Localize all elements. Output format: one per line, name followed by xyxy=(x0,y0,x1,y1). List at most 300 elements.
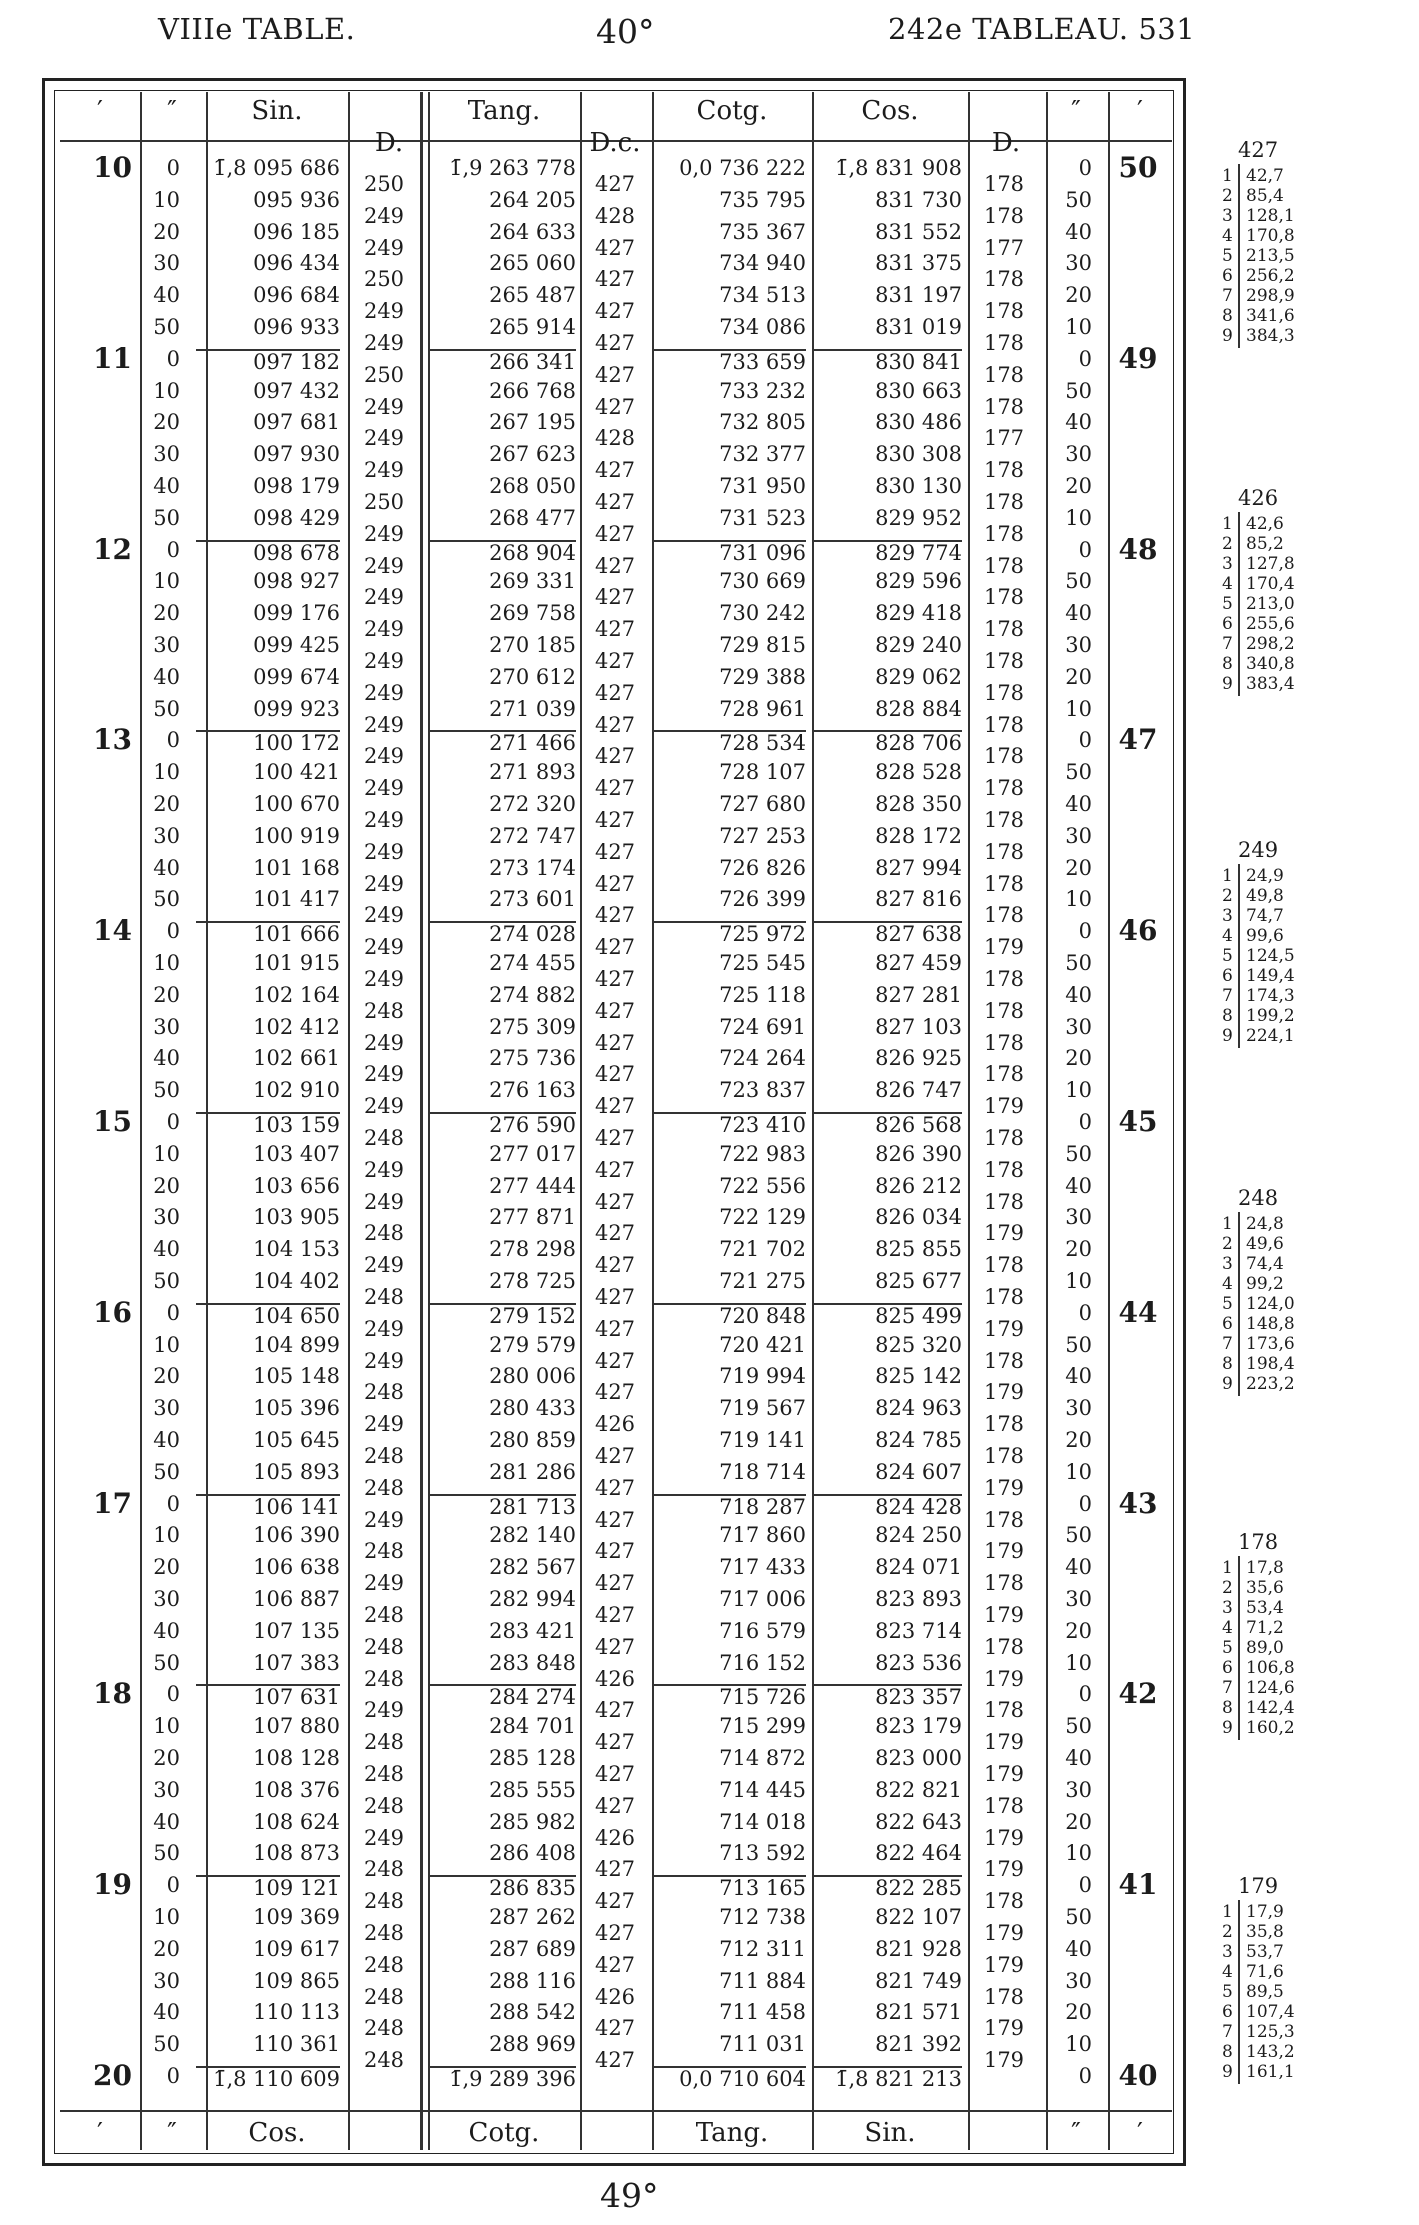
tang-cell: 288 969 xyxy=(489,2032,576,2057)
second-cell: 10 xyxy=(153,1141,180,1166)
cos-diff-cell: 177 xyxy=(983,235,1025,260)
sin-diff-cell: 249 xyxy=(363,903,405,928)
sin-diff-cell: 249 xyxy=(363,203,405,228)
sin-cell: 106 141 xyxy=(196,1494,340,1518)
second-cell: 20 xyxy=(153,1555,180,1580)
sin-cell: 107 383 xyxy=(253,1650,340,1675)
common-diff-cell: 427 xyxy=(594,1698,636,1723)
proportional-parts-index: 2 xyxy=(1222,186,1233,206)
second-cell: 0 xyxy=(166,919,180,944)
minute-right-cell: 50 xyxy=(1118,151,1158,184)
cotg-cell: 714 018 xyxy=(719,1809,806,1834)
cotg-cell: 720 421 xyxy=(719,1332,806,1357)
cos-cell: 822 464 xyxy=(875,1841,962,1866)
cotg-cell: 718 287 xyxy=(654,1494,806,1518)
tang-cell: 266 341 xyxy=(430,349,576,373)
cos-diff-cell: 178 xyxy=(983,1412,1025,1437)
cos-diff-cell: 178 xyxy=(983,871,1025,896)
common-diff-cell: 427 xyxy=(594,299,636,324)
second-right-cell: 40 xyxy=(1065,1173,1092,1198)
cos-cell: 822 643 xyxy=(875,1809,962,1834)
col-header-cotg: Cotg. xyxy=(696,96,768,126)
cos-diff-cell: 178 xyxy=(983,1571,1025,1596)
common-diff-cell: 427 xyxy=(594,2048,636,2073)
sin-diff-cell: 250 xyxy=(363,172,405,196)
common-diff-cell: 426 xyxy=(594,1825,636,1850)
proportional-parts-index: 4 xyxy=(1222,226,1233,246)
minute-cell: 20 xyxy=(93,2059,132,2092)
col-header-sin: Sin. xyxy=(251,96,303,126)
sin-diff-cell: 249 xyxy=(363,1062,405,1087)
proportional-parts-value: 383,4 xyxy=(1246,674,1295,694)
tang-cell: 286 408 xyxy=(489,1841,576,1866)
cotg-cell: 717 006 xyxy=(719,1587,806,1611)
tang-cell: 280 006 xyxy=(489,1364,576,1389)
second-right-cell: 50 xyxy=(1065,1905,1092,1929)
common-diff-cell: 426 xyxy=(594,1412,636,1437)
col-header-tang: Tang. xyxy=(467,96,541,126)
proportional-parts-value: 85,2 xyxy=(1246,534,1284,554)
sin-cell: 109 121 xyxy=(196,1875,340,1899)
second-cell: 20 xyxy=(153,219,180,244)
proportional-parts-rule xyxy=(1238,1900,1240,2084)
proportional-parts-title: 427 xyxy=(1238,138,1279,162)
second-cell: 40 xyxy=(153,1046,180,1071)
proportional-parts-value: 42,6 xyxy=(1246,514,1284,534)
tang-cell: 284 274 xyxy=(430,1684,576,1708)
second-right-cell: 0 xyxy=(1078,728,1092,753)
cos-diff-cell: 178 xyxy=(983,967,1025,991)
proportional-parts-value: 24,8 xyxy=(1246,1214,1284,1234)
second-cell: 0 xyxy=(166,156,180,180)
tang-cell: 285 982 xyxy=(489,1809,576,1834)
sin-cell: 108 376 xyxy=(253,1777,340,1802)
cotg-cell: 733 232 xyxy=(719,378,806,403)
cotg-cell: 719 141 xyxy=(719,1428,806,1452)
tang-cell: 277 871 xyxy=(489,1205,576,1230)
cos-cell: 829 952 xyxy=(875,505,962,530)
common-diff-cell: 427 xyxy=(594,1952,636,1977)
second-right-cell: 40 xyxy=(1065,1364,1092,1389)
second-right-cell: 20 xyxy=(1065,855,1092,880)
second-cell: 10 xyxy=(153,1523,180,1548)
proportional-parts-title: 426 xyxy=(1238,486,1279,510)
second-cell: 10 xyxy=(153,760,180,785)
cos-cell: 828 528 xyxy=(875,760,962,785)
second-cell: 10 xyxy=(153,378,180,403)
sin-diff-cell: 249 xyxy=(363,1253,405,1278)
sin-diff-cell: 249 xyxy=(363,1348,405,1373)
proportional-parts-index: 8 xyxy=(1222,654,1233,674)
cos-diff-cell: 178 xyxy=(983,839,1025,864)
second-cell: 0 xyxy=(166,1873,180,1898)
sin-cell: 099 923 xyxy=(253,696,340,721)
sin-cell: 102 910 xyxy=(253,1078,340,1103)
column-rule xyxy=(348,92,350,2150)
sin-cell: 096 185 xyxy=(253,219,340,244)
sin-cell: 098 179 xyxy=(253,474,340,498)
second-right-cell: 10 xyxy=(1065,505,1092,530)
common-diff-cell: 427 xyxy=(594,935,636,960)
second-right-cell: 40 xyxy=(1065,1555,1092,1580)
cotg-cell: 725 545 xyxy=(719,951,806,975)
second-right-cell: 40 xyxy=(1065,410,1092,435)
sin-cell: 099 674 xyxy=(253,664,340,689)
second-cell: 20 xyxy=(153,601,180,626)
cos-diff-cell: 178 xyxy=(983,1793,1025,1818)
common-diff-cell: 427 xyxy=(594,331,636,355)
sin-diff-cell: 249 xyxy=(363,776,405,801)
sin-diff-cell: 249 xyxy=(363,1571,405,1596)
col-footer-second: ″ xyxy=(167,2118,177,2148)
sin-cell: 103 656 xyxy=(253,1173,340,1198)
proportional-parts-index: 6 xyxy=(1222,966,1233,986)
second-right-cell: 30 xyxy=(1065,1396,1092,1421)
proportional-parts-value: 142,4 xyxy=(1246,1698,1295,1718)
common-diff-cell: 427 xyxy=(594,967,636,991)
second-right-cell: 30 xyxy=(1065,442,1092,467)
tang-cell: 275 736 xyxy=(489,1046,576,1071)
proportional-parts-value: 71,6 xyxy=(1246,1962,1284,1982)
proportional-parts-value: 49,6 xyxy=(1246,1234,1284,1254)
proportional-parts-value: 127,8 xyxy=(1246,554,1295,574)
cos-cell: 824 963 xyxy=(875,1396,962,1421)
cos-cell: 831 375 xyxy=(875,251,962,276)
second-right-cell: 30 xyxy=(1065,1777,1092,1802)
cos-diff-cell: 178 xyxy=(983,1126,1025,1150)
proportional-parts-index: 1 xyxy=(1222,866,1233,886)
sin-cell: 106 638 xyxy=(253,1555,340,1580)
cos-cell: 823 000 xyxy=(875,1746,962,1770)
second-right-cell: 30 xyxy=(1065,633,1092,657)
cos-cell: 830 308 xyxy=(875,442,962,467)
second-right-cell: 30 xyxy=(1065,823,1092,848)
second-cell: 40 xyxy=(153,664,180,689)
sin-cell: 098 678 xyxy=(196,540,340,564)
cotg-cell: 711 458 xyxy=(719,2000,806,2025)
sin-cell: 095 936 xyxy=(253,187,340,212)
cotg-cell: 715 726 xyxy=(654,1684,806,1708)
sin-diff-cell: 249 xyxy=(363,1507,405,1532)
cos-cell: 1̄,8 821 213 xyxy=(814,2066,962,2090)
tang-cell: 274 882 xyxy=(489,982,576,1007)
second-right-cell: 0 xyxy=(1078,2064,1092,2088)
second-cell: 0 xyxy=(166,728,180,753)
sin-cell: 107 880 xyxy=(253,1714,340,1739)
sin-diff-cell: 248 xyxy=(363,1666,405,1691)
cotg-cell: 719 994 xyxy=(719,1364,806,1389)
proportional-parts-title: 249 xyxy=(1238,838,1279,862)
col-header-d2: D. xyxy=(991,128,1021,158)
second-cell: 50 xyxy=(153,315,180,339)
cos-diff-cell: 178 xyxy=(983,1507,1025,1532)
tang-cell: 287 689 xyxy=(489,1936,576,1961)
tang-cell: 268 050 xyxy=(489,474,576,498)
second-cell: 20 xyxy=(153,1936,180,1961)
sin-cell: 101 417 xyxy=(253,887,340,912)
common-diff-cell: 427 xyxy=(594,998,636,1023)
tang-cell: 283 848 xyxy=(489,1650,576,1675)
cos-cell: 825 142 xyxy=(875,1364,962,1389)
proportional-parts-value: 161,1 xyxy=(1246,2062,1295,2082)
proportional-parts-value: 35,8 xyxy=(1246,1922,1284,1942)
common-diff-cell: 427 xyxy=(594,553,636,578)
cos-diff-cell: 178 xyxy=(983,1253,1025,1278)
cotg-cell: 735 367 xyxy=(719,219,806,244)
cos-diff-cell: 178 xyxy=(983,1889,1025,1914)
common-diff-cell: 427 xyxy=(594,1571,636,1596)
cotg-cell: 721 275 xyxy=(719,1269,806,1293)
col-header-cos: Cos. xyxy=(861,96,919,126)
second-cell: 20 xyxy=(153,792,180,816)
sin-diff-cell: 248 xyxy=(363,1952,405,1977)
cos-diff-cell: 179 xyxy=(983,1666,1025,1691)
cotg-cell: 711 884 xyxy=(719,1968,806,1993)
proportional-parts-value: 42,7 xyxy=(1246,166,1284,186)
cos-cell: 825 855 xyxy=(875,1237,962,1262)
cos-cell: 823 179 xyxy=(875,1714,962,1739)
second-cell: 0 xyxy=(166,346,180,371)
footer-rule xyxy=(60,2110,1172,2112)
common-diff-cell: 427 xyxy=(594,903,636,928)
second-right-cell: 20 xyxy=(1065,1237,1092,1262)
tang-cell: 268 477 xyxy=(489,505,576,530)
cos-diff-cell: 178 xyxy=(983,394,1025,419)
second-right-cell: 0 xyxy=(1078,1682,1092,1707)
sin-cell: 097 182 xyxy=(196,349,340,373)
second-cell: 0 xyxy=(166,2064,180,2088)
proportional-parts-index: 7 xyxy=(1222,1678,1233,1698)
proportional-parts-index: 7 xyxy=(1222,986,1233,1006)
cos-cell: 824 250 xyxy=(875,1523,962,1548)
second-right-cell: 30 xyxy=(1065,1968,1092,1993)
second-right-cell: 20 xyxy=(1065,1809,1092,1834)
tang-cell: 270 185 xyxy=(489,633,576,657)
second-cell: 20 xyxy=(153,1173,180,1198)
second-cell: 40 xyxy=(153,1428,180,1452)
tang-cell: 264 633 xyxy=(489,219,576,244)
tang-cell: 265 914 xyxy=(489,315,576,339)
sin-diff-cell: 249 xyxy=(363,1189,405,1214)
tang-cell: 280 433 xyxy=(489,1396,576,1421)
proportional-parts-value: 213,5 xyxy=(1246,246,1295,266)
proportional-parts-value: 85,4 xyxy=(1246,186,1284,206)
tang-cell: 287 262 xyxy=(489,1905,576,1929)
page-footer-degree: 49° xyxy=(600,2176,659,2215)
sin-diff-cell: 248 xyxy=(363,998,405,1023)
cos-diff-cell: 179 xyxy=(983,1316,1025,1341)
cos-diff-cell: 178 xyxy=(983,712,1025,737)
proportional-parts-index: 2 xyxy=(1222,886,1233,906)
proportional-parts-value: 53,7 xyxy=(1246,1942,1284,1962)
proportional-parts-value: 125,3 xyxy=(1246,2022,1295,2042)
sin-cell: 099 176 xyxy=(253,601,340,626)
tang-cell: 283 421 xyxy=(489,1618,576,1643)
cos-cell: 826 212 xyxy=(875,1173,962,1198)
sin-diff-cell: 249 xyxy=(363,331,405,355)
tang-cell: 268 904 xyxy=(430,540,576,564)
sin-diff-cell: 249 xyxy=(363,839,405,864)
proportional-parts-index: 8 xyxy=(1222,1698,1233,1718)
proportional-parts-title: 178 xyxy=(1238,1530,1279,1554)
proportional-parts-index: 4 xyxy=(1222,1274,1233,1294)
proportional-parts-value: 170,8 xyxy=(1246,226,1295,246)
common-diff-cell: 427 xyxy=(594,1062,636,1087)
proportional-parts-value: 17,8 xyxy=(1246,1558,1284,1578)
proportional-parts-value: 256,2 xyxy=(1246,266,1295,286)
common-diff-cell: 427 xyxy=(594,585,636,610)
second-cell: 30 xyxy=(153,1205,180,1230)
sin-cell: 104 899 xyxy=(253,1332,340,1357)
second-cell: 50 xyxy=(153,2032,180,2057)
minute-right-cell: 44 xyxy=(1118,1295,1158,1329)
common-diff-cell: 427 xyxy=(594,235,636,260)
proportional-parts-index: 7 xyxy=(1222,634,1233,654)
minute-right-cell: 45 xyxy=(1118,1105,1158,1138)
proportional-parts-index: 9 xyxy=(1222,1718,1233,1738)
proportional-parts-value: 298,9 xyxy=(1246,286,1295,306)
cos-cell: 822 821 xyxy=(875,1777,962,1802)
cos-cell: 824 785 xyxy=(875,1428,962,1452)
sin-diff-cell: 249 xyxy=(363,1412,405,1437)
common-diff-cell: 427 xyxy=(594,776,636,801)
sin-cell: 104 650 xyxy=(196,1303,340,1327)
tang-cell: 279 579 xyxy=(489,1332,576,1357)
cos-diff-cell: 178 xyxy=(983,362,1025,387)
tang-cell: 267 623 xyxy=(489,442,576,467)
common-diff-cell: 427 xyxy=(594,362,636,387)
sin-diff-cell: 248 xyxy=(363,1539,405,1564)
proportional-parts-rule xyxy=(1238,164,1240,348)
tang-cell: 281 286 xyxy=(489,1459,576,1484)
proportional-parts-index: 3 xyxy=(1222,554,1233,574)
proportional-parts-index: 4 xyxy=(1222,574,1233,594)
common-diff-cell: 427 xyxy=(594,1539,636,1564)
tang-cell: 273 174 xyxy=(489,855,576,880)
sin-cell: 101 168 xyxy=(253,855,340,880)
cos-cell: 823 893 xyxy=(875,1587,962,1611)
proportional-parts-value: 74,4 xyxy=(1246,1254,1284,1274)
cos-diff-cell: 178 xyxy=(983,490,1025,514)
sin-diff-cell: 249 xyxy=(363,649,405,673)
sin-cell: 109 369 xyxy=(253,1905,340,1929)
second-right-cell: 20 xyxy=(1065,1618,1092,1643)
second-right-cell: 10 xyxy=(1065,696,1092,721)
proportional-parts-index: 2 xyxy=(1222,1578,1233,1598)
cos-diff-cell: 179 xyxy=(983,1730,1025,1755)
common-diff-cell: 427 xyxy=(594,1030,636,1055)
cotg-cell: 728 961 xyxy=(719,696,806,721)
cotg-cell: 711 031 xyxy=(719,2032,806,2057)
cotg-cell: 727 680 xyxy=(719,792,806,816)
second-right-cell: 50 xyxy=(1065,760,1092,785)
common-diff-cell: 427 xyxy=(594,1730,636,1755)
sin-diff-cell: 249 xyxy=(363,1698,405,1723)
sin-diff-cell: 249 xyxy=(363,871,405,896)
sin-cell: 103 159 xyxy=(196,1112,340,1136)
tang-cell: 285 128 xyxy=(489,1746,576,1770)
tang-cell: 273 601 xyxy=(489,887,576,912)
cos-cell: 826 034 xyxy=(875,1205,962,1230)
second-cell: 10 xyxy=(153,1332,180,1357)
common-diff-cell: 427 xyxy=(594,617,636,642)
second-right-cell: 30 xyxy=(1065,1205,1092,1230)
second-right-cell: 10 xyxy=(1065,1650,1092,1675)
proportional-parts-index: 5 xyxy=(1222,946,1233,966)
cotg-cell: 725 118 xyxy=(719,982,806,1007)
sin-cell: 108 624 xyxy=(253,1809,340,1834)
proportional-parts-value: 74,7 xyxy=(1246,906,1284,926)
tang-cell: 1̄,9 289 396 xyxy=(430,2066,576,2090)
sin-cell: 101 915 xyxy=(253,951,340,975)
sin-diff-cell: 248 xyxy=(363,1126,405,1150)
cotg-cell: 716 152 xyxy=(719,1650,806,1675)
sin-diff-cell: 248 xyxy=(363,1285,405,1309)
minute-cell: 14 xyxy=(93,914,132,948)
cotg-cell: 715 299 xyxy=(719,1714,806,1739)
second-right-cell: 0 xyxy=(1078,1110,1092,1134)
cos-diff-cell: 177 xyxy=(983,426,1025,451)
proportional-parts-value: 24,9 xyxy=(1246,866,1284,886)
cos-diff-cell: 179 xyxy=(983,1475,1025,1500)
cotg-cell: 728 107 xyxy=(719,760,806,785)
cos-cell: 831 019 xyxy=(875,315,962,339)
sin-cell: 105 148 xyxy=(253,1364,340,1389)
sin-diff-cell: 249 xyxy=(363,458,405,483)
second-cell: 50 xyxy=(153,887,180,912)
minute-right-cell: 48 xyxy=(1118,532,1158,566)
proportional-parts-rule xyxy=(1238,1556,1240,1740)
cotg-cell: 729 815 xyxy=(719,633,806,657)
proportional-parts-index: 4 xyxy=(1222,926,1233,946)
proportional-parts-value: 99,2 xyxy=(1246,1274,1284,1294)
proportional-parts-value: 53,4 xyxy=(1246,1598,1284,1618)
cos-diff-cell: 178 xyxy=(983,617,1025,642)
cos-diff-cell: 179 xyxy=(983,1221,1025,1246)
sin-cell: 100 172 xyxy=(196,730,340,754)
tang-cell: 274 028 xyxy=(430,921,576,945)
second-cell: 30 xyxy=(153,633,180,657)
sin-cell: 1̄,8 095 686 xyxy=(213,156,340,180)
cotg-cell: 726 399 xyxy=(719,887,806,912)
sin-diff-cell: 249 xyxy=(363,394,405,419)
cotg-cell: 721 702 xyxy=(719,1237,806,1262)
tang-cell: 288 542 xyxy=(489,2000,576,2025)
proportional-parts-value: 160,2 xyxy=(1246,1718,1295,1738)
tang-cell: 282 140 xyxy=(489,1523,576,1548)
cos-diff-cell: 178 xyxy=(983,1030,1025,1055)
cos-diff-cell: 179 xyxy=(983,2016,1025,2041)
proportional-parts-index: 3 xyxy=(1222,1254,1233,1274)
sin-cell: 105 893 xyxy=(253,1459,340,1484)
sin-cell: 098 927 xyxy=(253,569,340,594)
tang-cell: 284 701 xyxy=(489,1714,576,1739)
cos-diff-cell: 179 xyxy=(983,1825,1025,1850)
sin-diff-cell: 250 xyxy=(363,267,405,292)
proportional-parts-index: 8 xyxy=(1222,1354,1233,1374)
cos-cell: 826 568 xyxy=(814,1112,962,1136)
cos-cell: 826 925 xyxy=(875,1046,962,1071)
second-right-cell: 10 xyxy=(1065,1459,1092,1484)
proportional-parts-value: 106,8 xyxy=(1246,1658,1295,1678)
sin-cell: 100 919 xyxy=(253,823,340,848)
cos-cell: 821 928 xyxy=(875,1936,962,1961)
sin-cell: 104 402 xyxy=(253,1269,340,1293)
common-diff-cell: 427 xyxy=(594,1793,636,1818)
cos-cell: 825 499 xyxy=(814,1303,962,1327)
common-diff-cell: 427 xyxy=(594,1316,636,1341)
second-cell: 0 xyxy=(166,1682,180,1707)
